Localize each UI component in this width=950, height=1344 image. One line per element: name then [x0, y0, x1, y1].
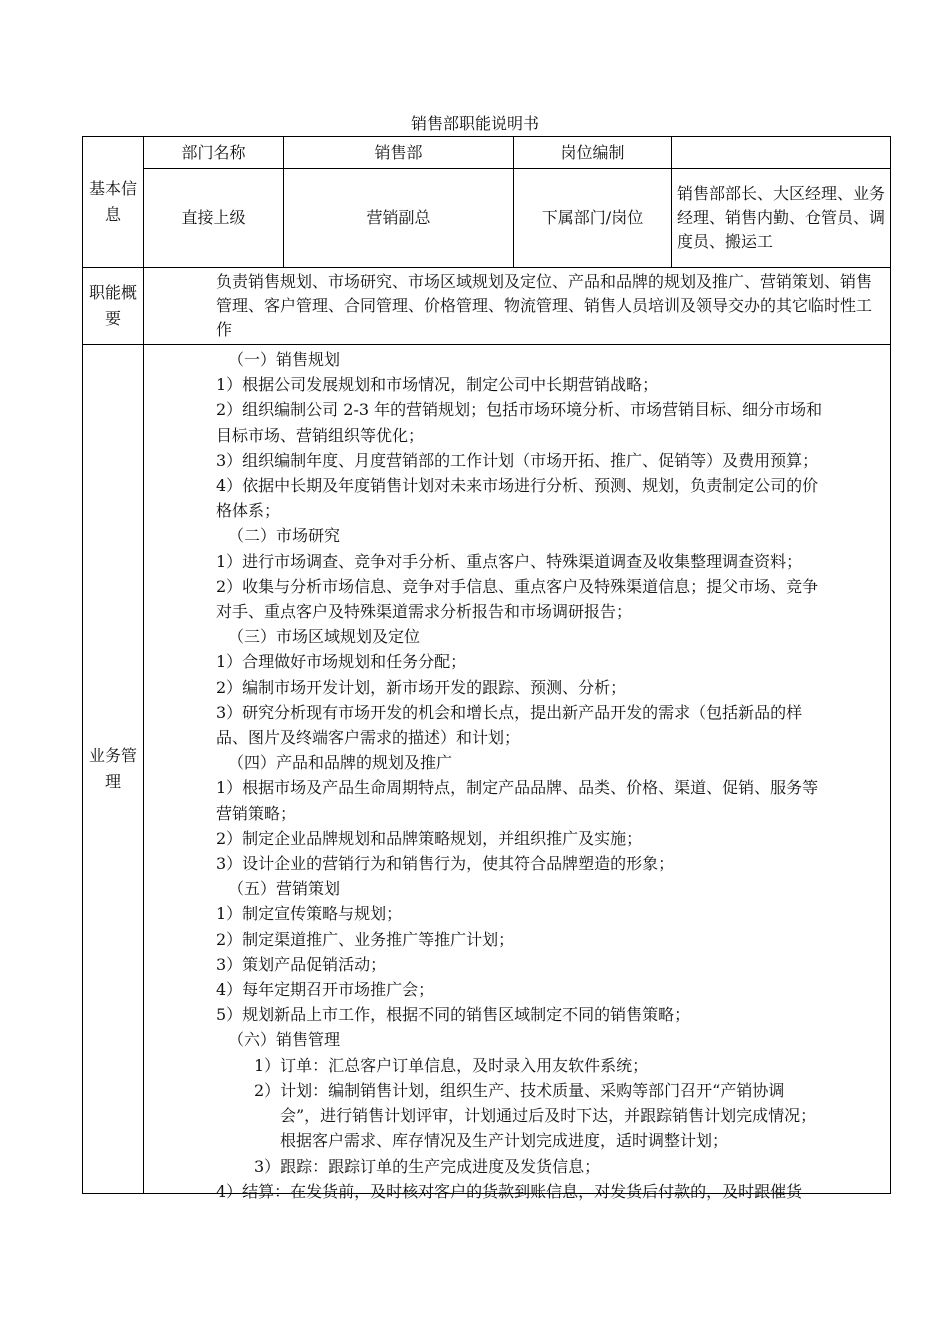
list-item: 2）制定渠道推广、业务推广等推广计划； — [216, 929, 515, 949]
superior-value: 营销副总 — [284, 169, 514, 268]
list-item: 3）组织编制年度、月度营销部的工作计划（市场开拓、推广、促销等）及费用预算； — [216, 450, 819, 470]
table-row — [83, 268, 891, 345]
list-item: 5）规划新品上市工作，根据不同的销售区域制定不同的销售策略； — [216, 1005, 691, 1025]
business-category: 业务管理 — [83, 345, 144, 1194]
section-heading: （三）市场区域规划及定位 — [228, 627, 421, 647]
position-quota-label: 岗位编制 — [514, 137, 672, 169]
section-heading: （五）营销策划 — [228, 879, 341, 899]
list-item: 3）研究分析现有市场开发的机会和增长点，提出新产品开发的需求（包括新品的样 — [216, 702, 803, 722]
list-item: 2）编制市场开发计划，新市场开发的跟踪、预测、分析； — [216, 677, 627, 697]
subordinate-value: 销售部部长、大区经理、业务经理、销售内勤、仓管员、调度员、搬运工 — [672, 169, 891, 268]
subordinate-label: 下属部门/岗位 — [514, 169, 672, 268]
table-row — [83, 345, 891, 1194]
list-item: 1）合理做好市场规划和任务分配； — [216, 652, 467, 672]
section-heading: （四）产品和品牌的规划及推广 — [228, 753, 453, 773]
list-item: 2）制定企业品牌规划和品牌策略规划，并组织推广及实施； — [216, 828, 643, 848]
list-item: 3）设计企业的营销行为和销售行为，使其符合品牌塑造的形象； — [216, 854, 675, 874]
basic-info-category: 基本信息 — [83, 137, 144, 268]
list-item: 1）制定宣传策略与规划； — [216, 904, 403, 924]
list-item: 4）依据中长期及年度销售计划对未来市场进行分析、预测、规划，负责制定公司的价 — [216, 476, 819, 496]
list-item: 对手、重点客户及特殊渠道需求分析报告和市场调研报告； — [216, 602, 633, 622]
business-content — [144, 345, 891, 1201]
list-item: 4）每年定期召开市场推广会； — [216, 980, 435, 1000]
dept-name-label: 部门名称 — [144, 137, 284, 169]
list-item: 1）订单：汇总客户订单信息，及时录入用友软件系统； — [254, 1055, 649, 1075]
list-item: 2）收集与分析市场信息、竞争对手信息、重点客户及特殊渠道信息；提父市场、竞争 — [216, 576, 819, 596]
section-heading: （二）市场研究 — [228, 526, 341, 546]
responsibility-table — [82, 136, 891, 1201]
section-heading: （一）销售规划 — [228, 350, 341, 369]
document-title: 销售部职能说明书 — [410, 114, 539, 133]
function-overview-text: 负责销售规划、市场研究、市场区域规划及定位、产品和品牌的规划及推广、营销策划、销售管理、客户管理、合同管理、价格管理、物流管理、销售人员培训及领导交办的其它临时性工作 — [144, 268, 891, 345]
list-item: 4）结算：在发货前，及时核对客户的货款到账信息，对发货后付款的，及时跟催货 — [216, 1181, 803, 1201]
list-item: 1）根据公司发展规划和市场情况，制定公司中长期营销战略； — [216, 375, 659, 395]
table-row — [83, 169, 891, 268]
list-item: 1）根据市场及产品生命周期特点，制定产品品牌、品类、价格、渠道、促销、服务等 — [216, 778, 819, 798]
list-item: 格体系； — [216, 501, 281, 521]
superior-label: 直接上级 — [144, 169, 284, 268]
dept-name-value: 销售部 — [284, 137, 514, 169]
list-item: 会”，进行销售计划评审，计划通过后及时下达，并跟踪销售计划完成情况； — [280, 1106, 817, 1126]
list-item: 根据客户需求、库存情况及生产计划完成进度，适时调整计划； — [280, 1131, 729, 1151]
table-row — [83, 137, 891, 169]
list-item: 1）进行市场调查、竞争对手分析、重点客户、特殊渠道调查及收集整理调查资料； — [216, 551, 803, 571]
function-overview-category: 职能概要 — [83, 268, 144, 345]
list-item: 品、图片及终端客户需求的描述）和计划； — [216, 728, 521, 748]
list-item: 3）策划产品促销活动； — [216, 954, 387, 974]
list-item: 目标市场、营销组织等优化； — [216, 425, 425, 445]
list-item: 3）跟踪：跟踪订单的生产完成进度及发货信息； — [254, 1156, 601, 1176]
position-quota-value — [672, 137, 891, 169]
list-item: 营销策略； — [216, 803, 297, 823]
list-item: 2）计划：编制销售计划，组织生产、技术质量、采购等部门召开“产销协调 — [254, 1080, 785, 1100]
list-item: 2）组织编制公司 2-3 年的营销规划；包括市场环境分析、市场营销目标、细分市场和 — [216, 400, 823, 420]
section-heading: （六）销售管理 — [228, 1030, 341, 1050]
